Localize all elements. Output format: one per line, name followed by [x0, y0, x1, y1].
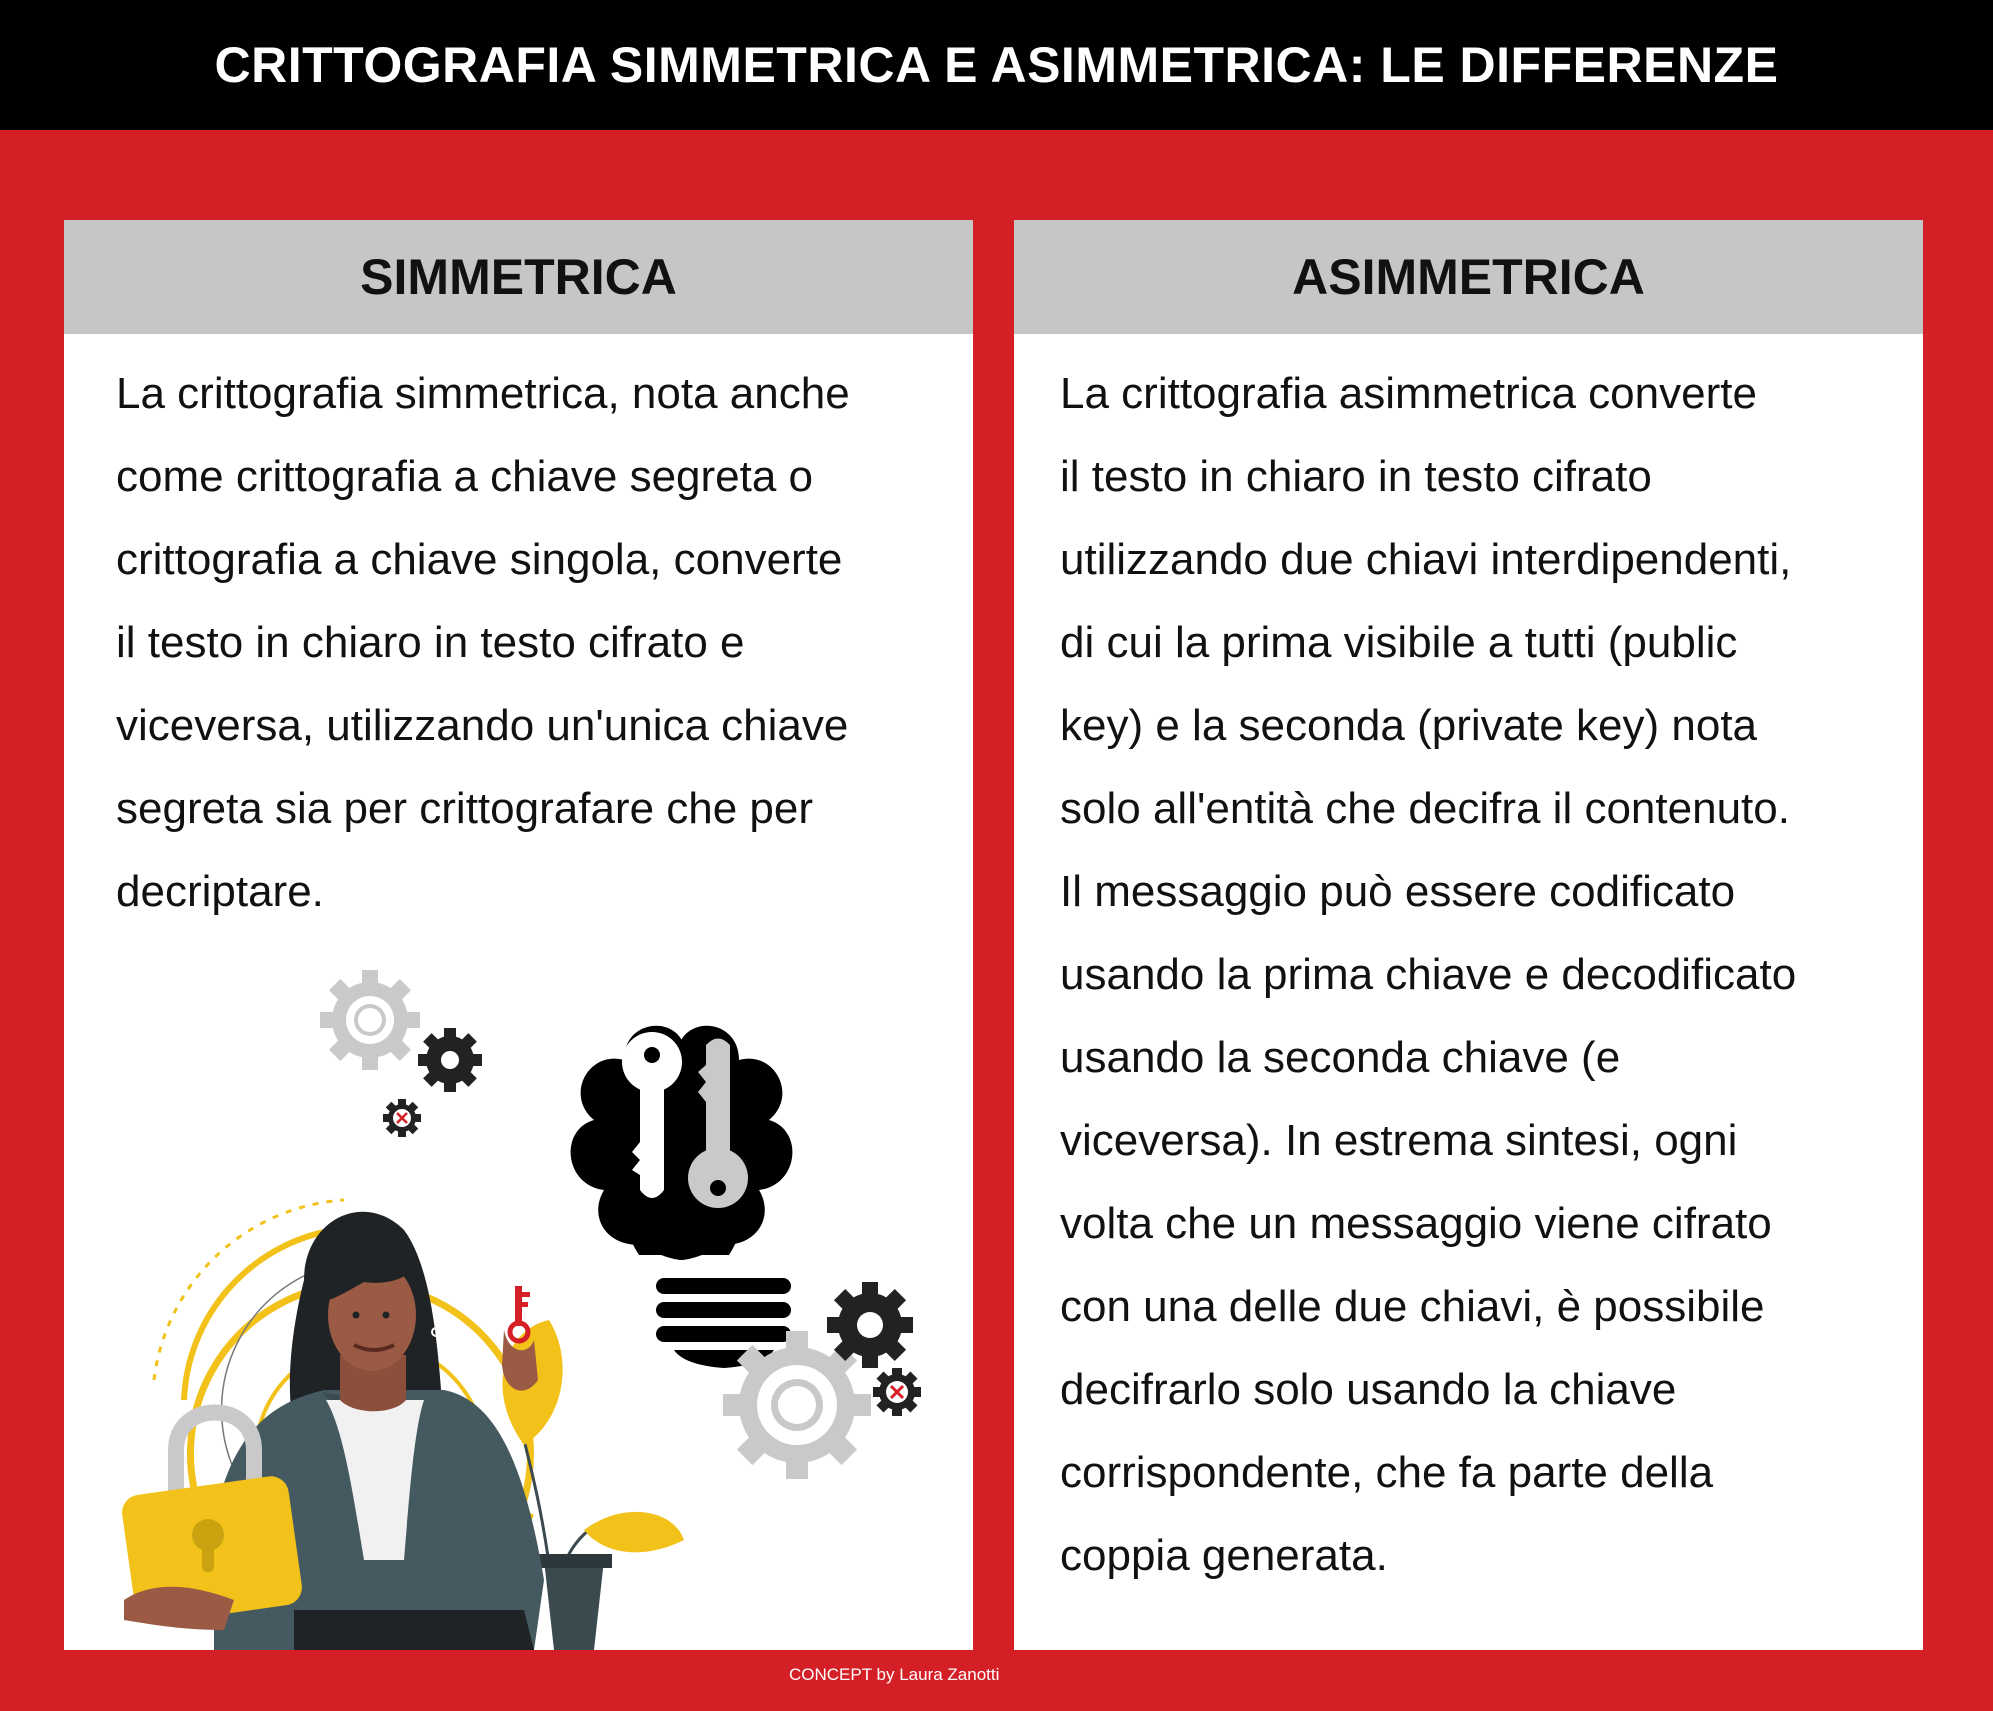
brain-bulb-icon — [571, 1026, 793, 1368]
card-title-asymmetric: ASIMMETRICA — [1014, 220, 1923, 334]
page-title: CRITTOGRAFIA SIMMETRICA E ASIMMETRICA: LE DIFFERENZE — [0, 0, 1993, 130]
gear-icon — [320, 970, 420, 1070]
card-title-symmetric: SIMMETRICA — [64, 220, 973, 334]
illustration — [64, 960, 973, 1650]
gear-icon — [383, 1099, 421, 1137]
gear-icon — [418, 1028, 482, 1092]
key-icon — [510, 1286, 530, 1341]
gear-icon — [873, 1368, 921, 1416]
person-illustration — [120, 1212, 544, 1650]
card-text-asymmetric: La crittografia asimmetrica converte il testo in chiaro in testo cifrato utilizzando due chiavi interdipendenti, di cui la prima visibile a tutti (public key) e la seconda (private key) nota solo all'entità che decifra il contenuto. Il messaggio può essere codificato usando la prima chiave e decodificato usando la seconda chiave (e viceversa). In estrema sintesi, ogni volta che un messaggio viene cifrato con una delle due chiavi, è possibile decifrarlo solo usando la chiave corrispondente, che fa parte della coppia generata. — [1060, 369, 1797, 1580]
credit-line: CONCEPT by Laura Zanotti — [789, 1665, 1000, 1684]
card-text-symmetric: La crittografia simmetrica, nota anche come crittografia a chiave segreta o crittografia a chiave singola, converte il testo in chiaro in testo cifrato e viceversa, utilizzando un'unica chiave segreta sia per crittografare che per decriptare. — [116, 369, 850, 916]
gear-icon — [827, 1282, 913, 1368]
card-asymmetric — [1014, 220, 1923, 1650]
card-symmetric — [64, 220, 973, 1650]
